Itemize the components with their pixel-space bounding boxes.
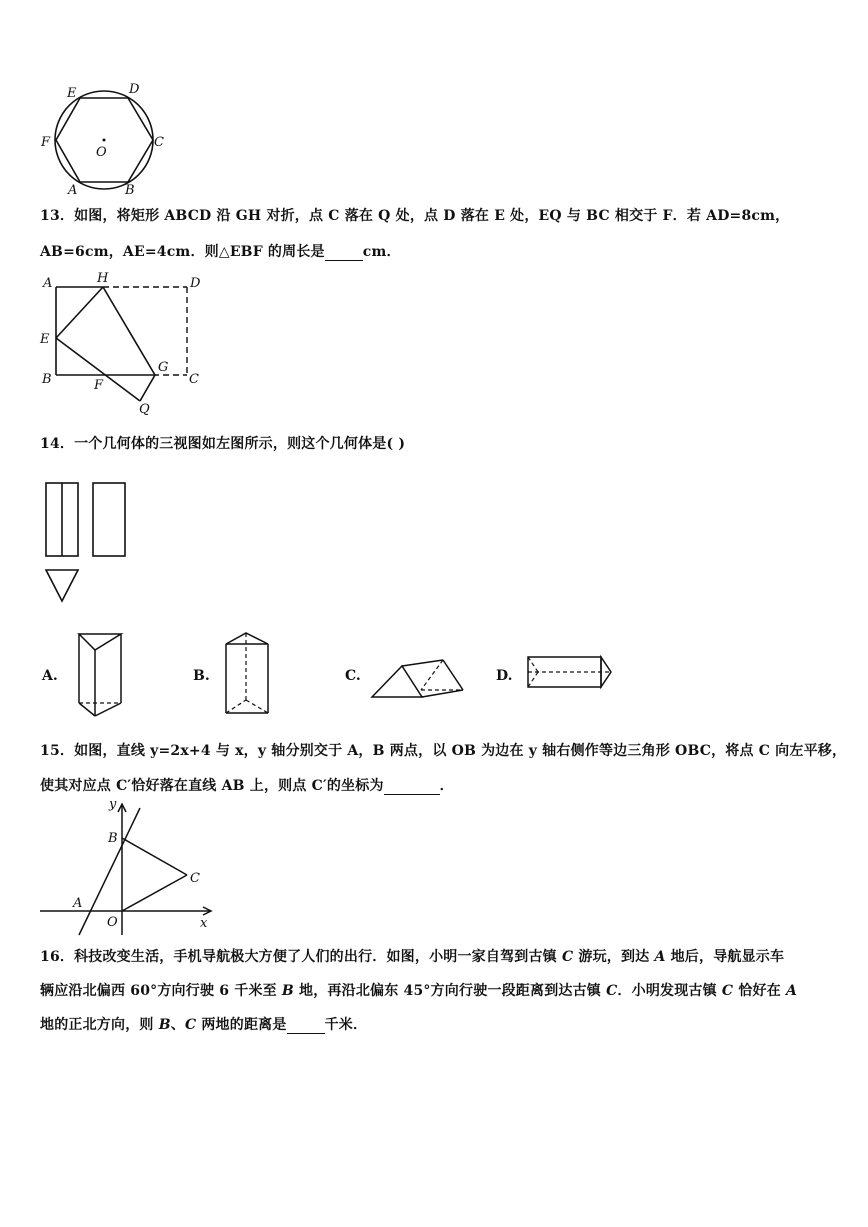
label-C: C (189, 372, 199, 387)
q16-var-c: C (184, 1017, 197, 1033)
label-C: C (154, 135, 164, 150)
q16-var-b: B (281, 983, 294, 999)
q14-option-b-label[interactable]: B. (193, 668, 210, 684)
q14-option-c-label[interactable]: C. (345, 668, 361, 684)
label-Q: Q (139, 402, 150, 417)
q16-line3 (40, 1014, 367, 1034)
q16-text: 、 (170, 1017, 185, 1033)
q16-text: 辆应沿北偏西 60°方向行驶 6 千米至 (40, 983, 282, 999)
label-G: G (158, 360, 169, 375)
q16-text: 两地的距离是 (196, 1017, 287, 1033)
q16-text: ．小明发现古镇 (617, 983, 722, 999)
q16-unit: 千米． (324, 1017, 368, 1033)
label-E: E (40, 332, 50, 347)
label-B: B (42, 372, 52, 387)
label-x: x (200, 916, 208, 931)
q15-line2-text: 使其对应点 C′恰好落在直线 AB 上，则点 C′的坐标为 (40, 778, 384, 794)
q16-text: 16．科技改变生活，手机导航极大方便了人们的出行．如图，小明一家自驾到古镇 (40, 949, 562, 965)
q16-text: 恰好在 (733, 983, 786, 999)
label-O: O (107, 915, 118, 930)
q16-answer-blank[interactable] (287, 1017, 325, 1034)
q16-var-c: C (561, 949, 574, 965)
label-B: B (125, 183, 135, 198)
label-y: y (109, 797, 117, 812)
q16-text: 地的正北方向，则 (40, 1017, 159, 1033)
label-B: B (108, 831, 118, 846)
label-F: F (94, 378, 104, 393)
label-C: C (190, 871, 200, 886)
q16-line2 (40, 980, 797, 1000)
q13-line2-text: AB=6cm，AE=4cm．则△EBF 的周长是 (40, 244, 325, 260)
q16-var-c: C (721, 983, 734, 999)
q16-line1 (40, 946, 784, 966)
q13-line1: 13．如图，将矩形 ABCD 沿 GH 对折，点 C 落在 Q 处，点 D 落在 E 处，EQ 与 BC 相交于 F．若 AD=8cm， (40, 208, 790, 224)
q14-option-a-label[interactable]: A. (42, 668, 58, 684)
label-H: H (97, 271, 109, 286)
label-A: A (68, 183, 78, 198)
label-E: E (67, 86, 77, 101)
label-D: D (129, 82, 140, 97)
q14-line: 14．一个几何体的三视图如左图所示，则这个几何体是( ) (40, 436, 406, 452)
q16-text: 地后，导航显示车 (665, 949, 785, 965)
q16-var-a: A (654, 949, 666, 965)
label-A: A (73, 896, 83, 911)
q15-period: ． (439, 778, 454, 794)
q13-unit: cm． (362, 244, 401, 260)
q15-line1: 15．如图，直线 y=2x+4 与 x，y 轴分别交于 A，B 两点，以 OB 为边在 y 轴右侧作等边三角形 OBC，将点 C 向左平移， (40, 743, 847, 759)
label-F: F (41, 135, 51, 150)
q16-var-a: A (786, 983, 798, 999)
q16-text: 地，再沿北偏东 45°方向行驶一段距离到达古镇 (293, 983, 607, 999)
label-D: D (190, 276, 201, 291)
q16-var-c: C (606, 983, 618, 999)
label-O: O (96, 145, 107, 160)
q16-text: 游玩，到达 (573, 949, 655, 965)
label-A: A (43, 276, 53, 291)
q16-var-b: B (158, 1017, 171, 1033)
q14-option-d-label[interactable]: D. (496, 668, 513, 684)
